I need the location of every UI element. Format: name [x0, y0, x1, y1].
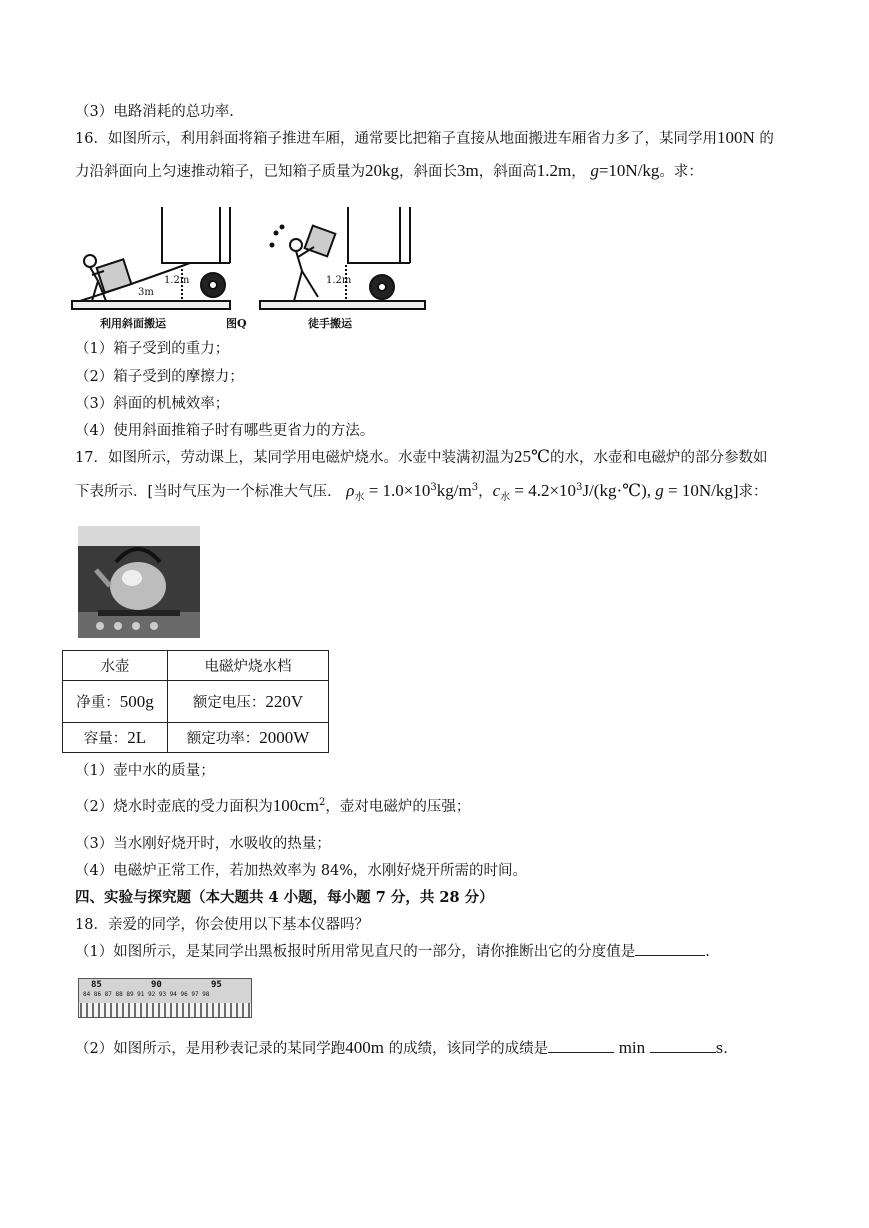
q16-line-2: 力沿斜面向上匀速推动箱子，已知箱子质量为20kg，斜面长3m，斜面高1.2m， g=10N/kg。求： [75, 161, 703, 180]
answer-blank-seconds[interactable] [650, 1038, 716, 1053]
q15-item-3: （3）电路消耗的总功率. [75, 104, 234, 120]
q18-item-1: （1）如图所示，是某同学出黑板报时所用常见直尺的一部分，请你推断出它的分度值是 . [75, 940, 710, 961]
q16-item-4: （4）使用斜面推箱子时有哪些更省力的方法。 [75, 423, 375, 439]
q16-figure [70, 205, 430, 333]
height-label-left: 1.2m [164, 275, 190, 286]
q16-item-2: （2）箱子受到的摩擦力； [75, 369, 244, 385]
q16-item-1: （1）箱子受到的重力； [75, 341, 230, 357]
q18-intro: 18．亲爱的同学，你会使用以下基本仪器吗？ [75, 917, 369, 933]
table-header-cooker: 电磁炉烧水档 [168, 651, 329, 681]
ruler-ticks [79, 1003, 251, 1017]
q17-line-1: 17．如图所示，劳动课上，某同学用电磁炉烧水。水壶中装满初温为25℃的水，水壶和电磁炉的部分参数如 [75, 447, 768, 466]
answer-blank-division[interactable] [635, 941, 705, 956]
table-row [63, 723, 329, 753]
q17-item-1: （1）壶中水的质量； [75, 763, 215, 779]
q16-item-3: （3）斜面的机械效率； [75, 396, 230, 412]
table-cell: 额定功率：2000W [168, 723, 329, 753]
ruler-minor-labels: 84 86 87 88 89 91 92 93 94 96 97 98 [83, 991, 210, 998]
q18-item-2: （2）如图所示，是用秒表记录的某同学跑400m 的成绩，该同学的成绩是 min s. [75, 1038, 728, 1057]
q17-item-4: （4）电磁炉正常工作，若加热效率为 84%，水刚好烧开所需的时间。 [75, 863, 528, 879]
kettle-photo [78, 526, 200, 638]
left-caption: 利用斜面搬运 [100, 317, 166, 330]
ruler-image: 85 90 95 84 86 87 88 89 91 92 93 94 96 97 98 [78, 978, 252, 1018]
table-row [63, 681, 329, 723]
right-caption: 徒手搬运 [308, 317, 352, 330]
parameter-table [62, 650, 329, 753]
section-4-title: 四、实验与探究题（本大题共 4 小题，每小题 7 分，共 28 分） [75, 889, 494, 906]
q16-line-1: 16．如图所示，利用斜面将箱子推进车厢，通常要比把箱子直接从地面搬进车厢省力多了，某同学用100N 的 [75, 128, 774, 147]
q17-line-2: 下表所示．[当时气压为一个标准大气压． $\rho_水 = 1.0\times 10^3kg/m^3$，$c_水$ = $4.2\times 10^3J/(kg\cdot℃)$, g = 10N/kg]求： [75, 481, 768, 503]
length-label-3m: 3m [138, 287, 154, 298]
answer-blank-minutes[interactable] [548, 1038, 614, 1053]
table-cell: 额定电压：220V [168, 681, 329, 723]
q17-item-3: （3）当水刚好烧开时，水吸收的热量； [75, 836, 331, 852]
height-label-right: 1.2m [326, 275, 352, 286]
figure-label: 图Q [226, 317, 247, 330]
table-cell: 净重：500g [63, 681, 168, 723]
table-cell: 容量：2L [63, 723, 168, 753]
table-header-kettle: 水壶 [63, 651, 168, 681]
incline-illustration [70, 205, 430, 333]
kettle-on-cooker-image [78, 526, 200, 638]
q17-item-2: （2）烧水时壶底的受力面积为$100cm^2$，壶对电磁炉的压强； [75, 796, 471, 815]
